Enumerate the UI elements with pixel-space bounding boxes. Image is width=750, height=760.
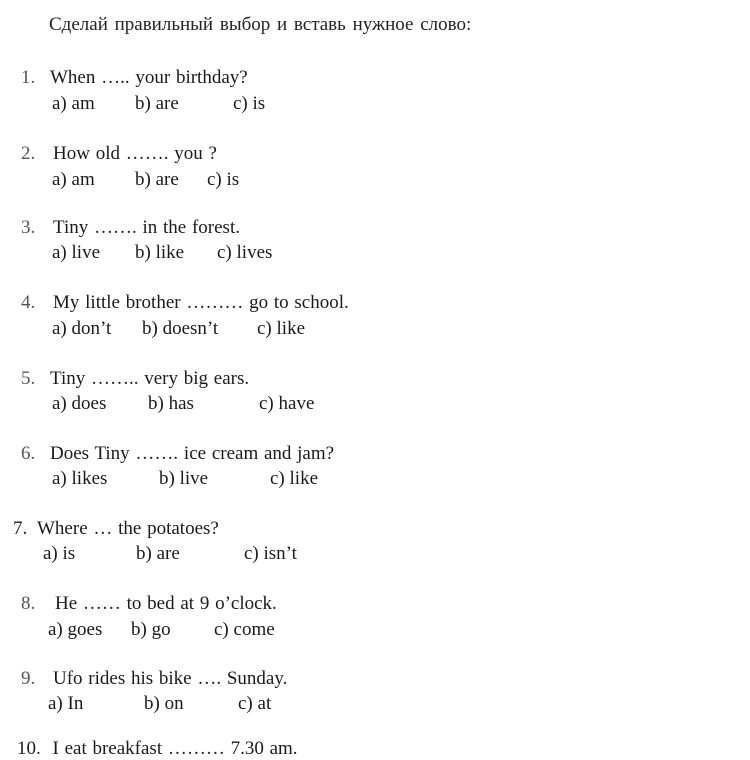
- option-c: c) come: [214, 619, 275, 640]
- question-text: Tiny …….. very big ears.: [50, 368, 250, 389]
- option-a: a) In: [48, 693, 84, 714]
- question-3: [21, 217, 240, 239]
- option-c: c) is: [233, 93, 266, 114]
- question-number: 3.: [21, 217, 36, 238]
- option-a: a) goes: [48, 619, 103, 640]
- option-a: a) live: [52, 242, 101, 263]
- option-c: c) like: [257, 318, 306, 339]
- question-number: 6.: [21, 443, 36, 464]
- option-b: b) live: [159, 468, 209, 489]
- question-1: [21, 67, 248, 89]
- question-text: Where … the potatoes?: [37, 518, 219, 539]
- question-9: [21, 668, 287, 690]
- question-number: 7.: [13, 518, 28, 539]
- option-a: a) am: [52, 93, 95, 114]
- option-b: b) are: [135, 93, 179, 114]
- question-number: 1.: [21, 67, 36, 88]
- question-number: 9.: [21, 668, 36, 689]
- question-number: 10.: [17, 738, 41, 759]
- option-b: b) like: [135, 242, 185, 263]
- question-text: He …… to bed at 9 o’clock.: [55, 593, 277, 614]
- question-text: How old ……. you ?: [53, 143, 217, 164]
- option-a: a) likes: [52, 468, 108, 489]
- question-7: [13, 518, 219, 540]
- option-a: a) am: [52, 169, 95, 190]
- worksheet-instruction: Сделай правильный выбор и вставь нужное слово:: [49, 14, 472, 35]
- option-a: a) is: [43, 543, 76, 564]
- option-a: a) does: [52, 393, 107, 414]
- option-c: c) is: [207, 169, 240, 190]
- question-number: 2.: [21, 143, 36, 164]
- question-5: [21, 368, 249, 390]
- option-b: b) has: [148, 393, 194, 414]
- question-text: Ufo rides his bike …. Sunday.: [53, 668, 288, 689]
- question-8: [21, 593, 277, 615]
- option-c: c) have: [259, 393, 315, 414]
- question-6: [21, 443, 334, 465]
- question-text: I eat breakfast ……… 7.30 am.: [52, 738, 298, 759]
- question-text: When ….. your birthday?: [50, 67, 248, 88]
- option-b: b) doesn’t: [142, 318, 219, 339]
- option-b: b) are: [135, 169, 179, 190]
- option-c: c) lives: [217, 242, 273, 263]
- option-a: a) don’t: [52, 318, 112, 339]
- question-4: [21, 292, 349, 314]
- option-b: b) on: [144, 693, 184, 714]
- question-number: 8.: [21, 593, 36, 614]
- option-b: b) go: [131, 619, 171, 640]
- option-b: b) are: [136, 543, 180, 564]
- question-number: 5.: [21, 368, 36, 389]
- question-2: [21, 143, 217, 165]
- question-10: [17, 738, 298, 760]
- question-text: Tiny ……. in the forest.: [53, 217, 240, 238]
- question-text: Does Tiny ……. ice cream and jam?: [50, 443, 335, 464]
- option-c: c) like: [270, 468, 319, 489]
- question-number: 4.: [21, 292, 36, 313]
- question-text: My little brother ……… go to school.: [53, 292, 349, 313]
- option-c: c) at: [238, 693, 272, 714]
- option-c: c) isn’t: [244, 543, 297, 564]
